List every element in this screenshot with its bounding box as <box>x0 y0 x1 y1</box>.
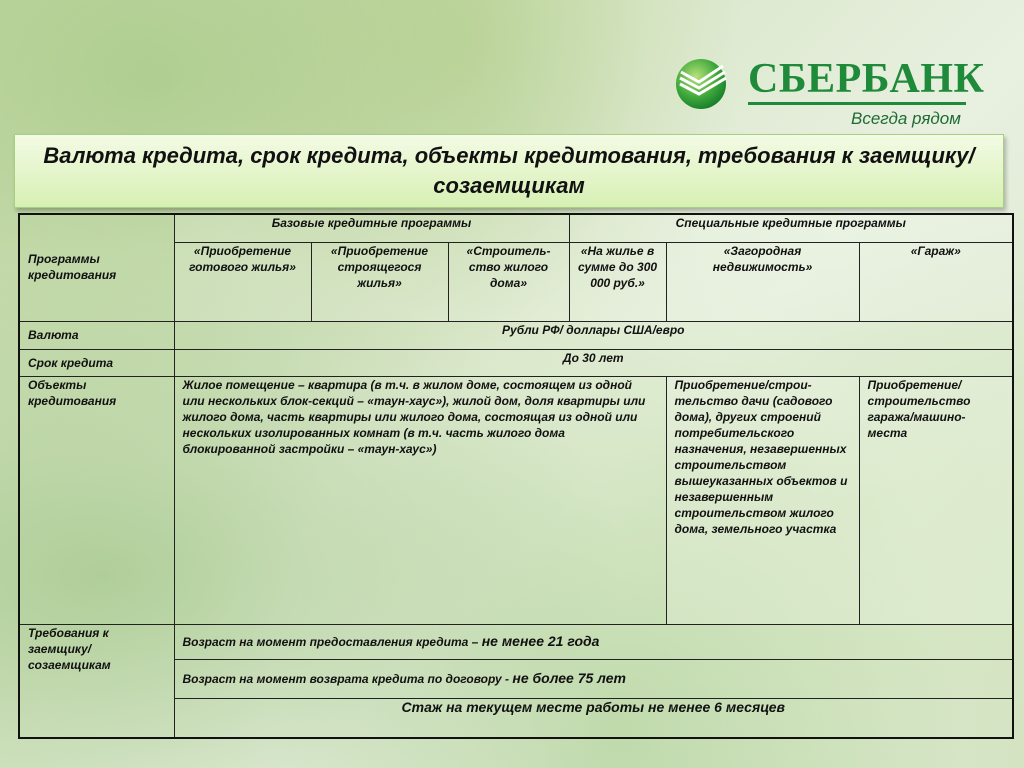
program-garage: «Гараж» <box>859 242 1013 321</box>
program-country-property: «Загородная недвижимость» <box>666 242 859 321</box>
objects-basic: Жилое помещение – квартира (в т.ч. в жилом доме, состоящем из одной или нескольких блок-секций – «таун-хаус»), жилой дом, доля квартиры или жилого дома, часть квартиры или жилого дома, состоящая из одной или нескольких изолированных комнат (в т.ч. часть жилого дома блокированной застройки – «таун-хаус») <box>174 376 666 624</box>
requirement-min-age-text: Возраст на момент предоставления кредита – <box>182 635 482 649</box>
basic-programs-header: Базовые кредитные программы <box>174 214 569 242</box>
objects-garage: Приобретение/ строительство гаража/машино-места <box>859 376 1013 624</box>
program-under-construction: «Приобретение строящегося жилья» <box>311 242 448 321</box>
slide-title: Валюта кредита, срок кредита, объекты кредитования, требования к заемщику/созаемщикам <box>43 143 975 198</box>
program-ready-housing: «Приобретение готового жилья» <box>174 242 311 321</box>
objects-country: Приобретение/строи-тельство дачи (садового дома), других строений потребительского назначения, незавершенных строительством вышеуказанных объектов и незавершенным строительством жилого дома, земельного участка <box>666 376 859 624</box>
term-label: Срок кредита <box>19 349 174 376</box>
sberbank-logo-icon <box>675 58 727 110</box>
logo-slogan: Всегда рядом <box>851 109 961 128</box>
currency-value: Рубли РФ/ доллары США/евро <box>174 321 1013 349</box>
requirement-max-age-text: Возраст на момент возврата кредита по договору - <box>182 672 513 686</box>
requirements-label: Требования к заемщику/ созаемщикам <box>19 624 174 738</box>
special-programs-header: Специальные кредитные программы <box>569 214 1013 242</box>
programs-label <box>19 214 174 321</box>
logo-name: СБЕРБАНК <box>748 56 985 102</box>
logo-underline <box>748 102 966 105</box>
requirement-work-experience-text: Стаж на текущем месте работы не менее 6 месяцев <box>401 698 785 715</box>
requirement-max-age <box>174 659 1013 698</box>
objects-label: Объекты кредитования <box>19 376 174 624</box>
credit-conditions-table <box>18 213 1014 739</box>
program-house-building: «Строитель-ство жилого дома» <box>448 242 569 321</box>
requirement-work-experience <box>174 698 1013 738</box>
requirement-min-age-value: не менее 21 года <box>481 633 600 649</box>
requirement-min-age <box>174 624 1013 659</box>
program-300k: «На жилье в сумме до 300 000 руб.» <box>569 242 666 321</box>
sberbank-logo <box>675 56 985 131</box>
term-value: До 30 лет <box>174 349 1013 376</box>
slide-title-box <box>14 134 1004 208</box>
currency-label: Валюта <box>19 321 174 349</box>
requirement-max-age-value: не более 75 лет <box>512 670 626 686</box>
programs-label-text: Программы кредитования <box>28 252 117 282</box>
